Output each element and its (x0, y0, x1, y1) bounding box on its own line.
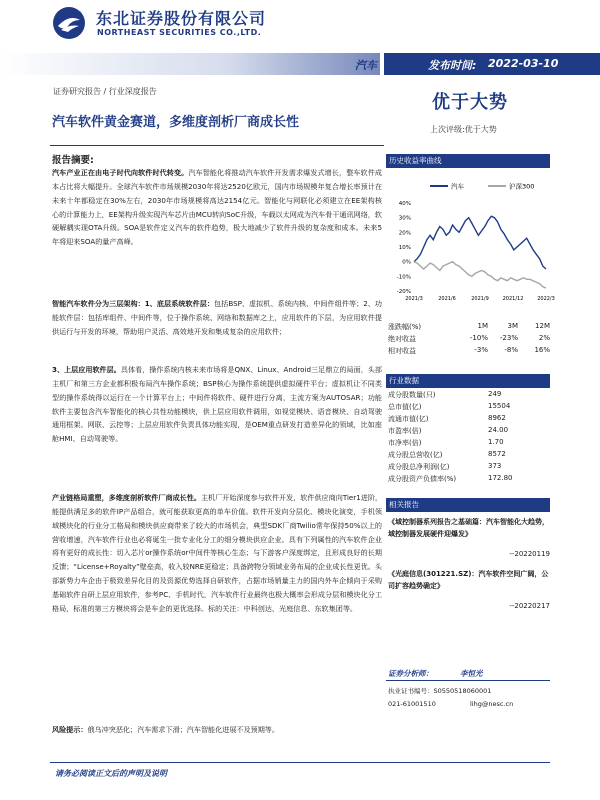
divider (386, 680, 550, 681)
summary-paragraph-3 (52, 363, 382, 446)
rating: 优于大势 (432, 92, 508, 113)
table-cell: -3% (474, 346, 488, 354)
x-tick-label: 2021/12 (502, 296, 524, 302)
company-logo-icon (52, 6, 86, 40)
paragraph-text: 汽车智能化将推动汽车软件开发需求爆发式增长，整车软件成本占比将大幅提升。全球汽车软件市场规模2030年将达2520亿欧元，国内市场规模年复合增长率预计在未来十年都稳定在30%左右，2030年市场规模将高达2154亿元。智能化与网联化必须建立在EE架构核心的计算能力上，EE架构升级实现汽车芯片由MCU转向SoC升级，车载以太网成为汽车骨干通讯网络，软硬解耦实现OTA升级。SOA是软件定义汽车的软件趋势，极大地减少了软件升级的复杂度和成本。未来5年将迎来SOA的量产高峰。 (52, 168, 383, 247)
paragraph-text: 包括BSP、虚拟机、系统内核、中间件组件等；2、功能软件层：包括库组件、中间件等，位于操作系统、网络和数据库之上，应用软件的下层，为应用软件提供运行与开发的环境，帮助用户灵活、高效地开发和集成复杂的应用软件； (52, 299, 382, 336)
table-row (388, 414, 550, 426)
publish-date: 2022-03-10 (488, 57, 559, 70)
paragraph-text: 主机厂开始深度参与软件开发，软件供应商向Tier1进阶，能提供满足多的软件IP产品组合，就可能获取更高的单车价值。软件开发向分层化、模块化演变，手机领域模块化的行业分工格局和模块供应商带来了较大的市场机会，典型SDK厂商Twilio常年保持50%以上的营收增速，汽车软件行业也必将诞生一批专业化分工的细分模块供应企业。具有下列属性的汽车软件企业将有更好的成长性：切入芯片or操作系统or中间件等核心生态；与下游客户深度绑定，且形成良好的长期反馈；“License+Royalty”壁垒高，收入较NRE更稳定；具备跨物分领域业务布局的企业成长性更优。头部新势力车企由于极致差异化目的及资源优势选择自研软件，占据市场销量主力的国内外车企倾向于采购基础软件自研上层应用软件，参考PC、手机时代，汽车软件行业最终也极大概率会形成分层和模块化分工格局，标准的第三方模块将会是车企的更优选择。标的关注：中科创达、光庭信息、东软集团等。 (52, 493, 383, 613)
stat-value: 1.70 (488, 438, 504, 446)
table-header: 1M (477, 322, 488, 330)
paragraph-lead: 产业链格局重塑，多维度剖析软件厂商成长性。 (52, 493, 201, 502)
table-cell: -10% (469, 334, 488, 342)
analyst-cert: 执业证书编号：S0550518060001 (388, 687, 492, 695)
related-reports-list (388, 516, 550, 612)
y-tick-label: -20% (396, 289, 411, 295)
risk-paragraph (52, 723, 382, 737)
stat-value: 8962 (488, 414, 506, 422)
summary-paragraph-2 (52, 297, 382, 339)
table-row (388, 346, 550, 358)
table-cell: -23% (499, 334, 518, 342)
summary-paragraph-1 (52, 166, 382, 249)
legend-label: 沪深300 (509, 182, 535, 191)
table-row (388, 426, 550, 438)
header (0, 0, 600, 48)
industry-data-title: 行业数据 (386, 374, 550, 388)
table-cell: 16% (534, 346, 550, 354)
divider (50, 145, 384, 146)
legend-label: 汽车 (451, 182, 464, 191)
stat-value: 172.80 (488, 474, 513, 482)
related-report-date: --20220217 (509, 602, 550, 610)
divider (50, 762, 550, 763)
y-tick-label: 30% (398, 215, 411, 222)
y-tick-label: -10% (396, 274, 411, 281)
stat-value: 8572 (488, 450, 506, 458)
stat-key: 市净率(倍) (388, 439, 422, 447)
stat-key: 成分股总营收(亿) (388, 451, 443, 459)
paragraph-text: 具体看，操作系统内核未来市场将是QNX、Linux、Android三足鼎立的局面，头部主机厂和第三方企业都积极布局汽车操作系统；BSP核心为操作系统提供虚拟硬件平台；虚拟机让不同类型的操作系统得以运行在一个计算平台上；中间件将软件、硬件进行分离，主流方案为AUTOSAR；功能软件主要包含汽车智能化的核心共性功能模块，供上层应用软件调用，如视觉模块、语音模块、自动驾驶通用框架、网联、云控等；上层应用软件负责具体功能实现，是OEM重点研发打造差异化的领域，比如座舱HMI、自动驾驶等。 (52, 365, 382, 444)
related-reports-title: 相关报告 (386, 498, 550, 512)
stat-value: 249 (488, 390, 502, 398)
report-title: 汽车软件黄金赛道，多维度剖析厂商成长性 (52, 115, 300, 130)
table-cell: -8% (504, 346, 518, 354)
analyst-label: 证券分析师： (388, 669, 433, 678)
y-tick-label: 40% (398, 201, 411, 207)
y-tick-label: 20% (398, 230, 411, 237)
company-name-en: NORTHEAST SECURITIES CO.,LTD. (97, 28, 262, 37)
chart-title: 历史收益率曲线 (386, 154, 550, 168)
stat-key: 市盈率(倍) (388, 427, 422, 435)
breadcrumb: 证券研究报告 / 行业深度报告 (53, 87, 157, 96)
stat-key: 成分股总净利润(亿) (388, 463, 450, 471)
table-row (388, 402, 550, 414)
paragraph-text: 俄乌冲突恶化；汽车需求下滑；汽车智能化进展不及预期等。 (87, 725, 279, 734)
table-row (388, 334, 550, 346)
x-tick-label: 2021/6 (438, 296, 456, 302)
x-tick-label: 2021/9 (471, 296, 489, 302)
stat-key: 成分股数量(只) (388, 391, 436, 399)
table-cell: 绝对收益 (388, 335, 416, 343)
series-line (414, 216, 546, 269)
analyst-phone: 021-61001510 (388, 700, 436, 708)
related-report-link[interactable]: 《光庭信息(301221.SZ)：汽车软件空间广阔，公司扩容趋势确定》 (388, 570, 549, 590)
paragraph-lead: 汽车产业正在由电子时代向软件时代转变。 (52, 168, 189, 177)
summary-heading: 报告摘要: (52, 155, 94, 166)
stat-key: 流通市值(亿) (388, 415, 429, 423)
company-name-cn: 东北证券股份有限公司 (96, 9, 267, 28)
stat-value: 15504 (488, 402, 511, 410)
table-row (388, 462, 550, 474)
date-label: 发布时间: (428, 59, 477, 72)
analyst-email[interactable]: lihg@nesc.cn (470, 700, 514, 708)
table-header: 涨跌幅(%) (388, 323, 422, 331)
related-report-date: --20220119 (509, 550, 550, 558)
x-tick-label: 2021/3 (405, 296, 423, 302)
stat-value: 24.00 (488, 426, 509, 434)
sector-label: 汽车 (355, 59, 377, 72)
footer-disclaimer: 请务必阅读正文后的声明及说明 (55, 769, 167, 778)
banner-gradient (0, 53, 380, 75)
table-header: 12M (535, 322, 550, 330)
paragraph-lead: 3、上层应用软件层。 (52, 365, 121, 374)
stat-value: 373 (488, 462, 502, 470)
previous-rating: 上次评级:优于大势 (430, 125, 497, 134)
stat-key: 总市值(亿) (388, 403, 422, 411)
stat-key: 成分股资产负债率(%) (388, 475, 457, 483)
related-report-link[interactable]: 《域控制器系列报告之基础篇：汽车智能化大趋势，域控制器发展硬件迎爆发》 (388, 518, 549, 538)
table-row (388, 450, 550, 462)
table-header-row (388, 322, 550, 334)
table-cell: 2% (538, 334, 550, 342)
y-tick-label: 0% (402, 259, 411, 266)
paragraph-lead: 风险提示： (52, 725, 88, 734)
table-row (388, 390, 550, 402)
y-tick-label: 10% (398, 245, 411, 251)
banner (0, 53, 600, 75)
series-line (414, 262, 546, 288)
table-cell: 相对收益 (388, 347, 416, 355)
analyst-name: 李恒光 (460, 669, 483, 678)
table-row (388, 438, 550, 450)
paragraph-lead: 智能汽车软件分为三层架构：1、底层系统软件层： (52, 299, 215, 308)
table-header: 3M (507, 322, 518, 330)
return-chart (388, 173, 555, 303)
summary-paragraph-4 (52, 491, 382, 616)
x-tick-label: 2022/3 (537, 296, 555, 302)
table-row (388, 474, 550, 486)
